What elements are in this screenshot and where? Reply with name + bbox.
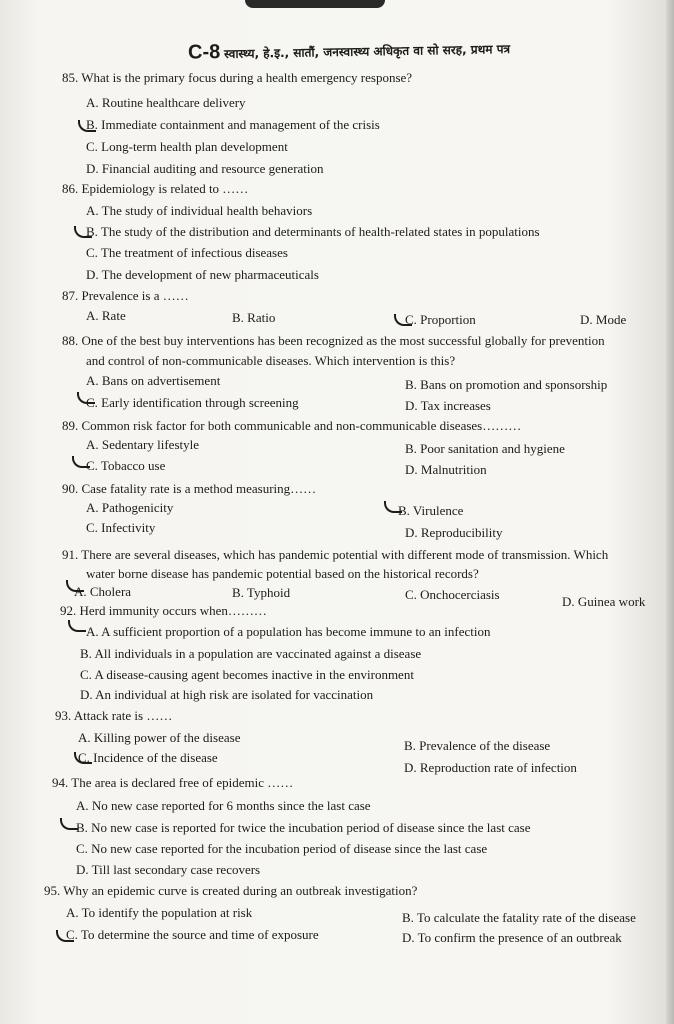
answer-tick-mark	[78, 120, 96, 132]
question-85	[62, 70, 412, 86]
option-89-b: B. Poor sanitation and hygiene	[405, 441, 565, 456]
question-stem: Epidemiology is related to ……	[81, 181, 249, 196]
question-87	[62, 288, 189, 304]
option-85-b: B. Immediate containment and management of the crisis	[86, 117, 380, 132]
page-header	[188, 34, 608, 64]
option-90-b: B. Virulence	[398, 503, 464, 518]
page-edge	[666, 0, 674, 1024]
option-94-c: C. No new case reported for the incubation period of disease since the last case	[76, 841, 488, 856]
question-stem: Prevalence is a ……	[81, 288, 189, 303]
answer-tick-mark	[77, 392, 95, 404]
question-number: 94.	[52, 775, 69, 790]
option-85-c: C. Long-term health plan development	[86, 139, 288, 154]
question-stem: What is the primary focus during a health emergency response?	[81, 70, 413, 85]
option-87-b: B. Ratio	[232, 310, 276, 325]
question-number: 92.	[60, 603, 77, 618]
question-91	[62, 547, 608, 563]
option-88-a: A. Bans on advertisement	[86, 373, 221, 388]
option-91-c: C. Onchocerciasis	[405, 587, 500, 602]
option-85-a: A. Routine healthcare delivery	[86, 95, 246, 110]
option-89-c: C. Tobacco use	[86, 458, 166, 473]
option-93-b: B. Prevalence of the disease	[404, 738, 551, 753]
answer-tick-mark	[72, 456, 90, 468]
option-86-c: C. The treatment of infectious diseases	[86, 245, 288, 260]
option-93-a: A. Killing power of the disease	[78, 730, 241, 745]
option-89-d: D. Malnutrition	[405, 462, 487, 477]
question-88-continued: and control of non-communicable diseases. Which intervention is this?	[86, 353, 456, 368]
option-88-d: D. Tax increases	[405, 398, 491, 413]
binding-shadow	[245, 0, 385, 8]
option-92-a: A. A sufficient proportion of a population has become immune to an infection	[86, 624, 491, 639]
question-number: 95.	[44, 883, 61, 898]
option-93-d: D. Reproduction rate of infection	[404, 760, 577, 775]
question-number: 90.	[62, 481, 79, 496]
question-90	[62, 481, 316, 497]
option-95-d: D. To confirm the presence of an outbreak	[402, 930, 622, 945]
option-91-b: B. Typhoid	[232, 585, 291, 600]
question-93	[55, 708, 172, 724]
option-88-b: B. Bans on promotion and sponsorship	[405, 377, 608, 392]
paper-title: स्वास्थ्य, हे.इ., सातौं, जनस्वास्थ्य अधिकृत वा सो सरह, प्रथम पत्र	[223, 42, 511, 62]
option-90-c: C. Infectivity	[86, 520, 156, 535]
option-86-a: A. The study of individual health behaviors	[86, 203, 313, 218]
question-88	[62, 333, 605, 349]
option-94-b: B. No new case is reported for twice the incubation period of disease since the last case	[76, 820, 531, 835]
question-stem: Common risk factor for both communicable and non-communicable diseases………	[81, 418, 522, 433]
answer-tick-mark	[74, 752, 92, 764]
option-92-c: C. A disease-causing agent becomes inactive in the environment	[80, 667, 414, 682]
option-95-a: A. To identify the population at risk	[66, 905, 253, 920]
question-number: 91.	[62, 547, 79, 562]
question-89	[62, 418, 521, 434]
question-number: 93.	[55, 708, 72, 723]
option-91-a: A. Cholera	[74, 584, 132, 599]
answer-tick-mark	[384, 501, 402, 513]
question-number: 87.	[62, 288, 79, 303]
option-92-b: B. All individuals in a population are vaccinated against a disease	[80, 646, 422, 661]
question-94	[52, 775, 293, 791]
option-87-c: C. Proportion	[405, 312, 476, 327]
question-stem: The area is declared free of epidemic ……	[71, 775, 294, 790]
question-91-continued: water borne disease has pandemic potential based on the historical records?	[86, 566, 479, 581]
question-stem: There are several diseases, which has pandemic potential with different mode of transmission. Which	[81, 547, 609, 562]
option-91-d: D. Guinea work	[562, 594, 646, 609]
option-90-a: A. Pathogenicity	[86, 500, 174, 515]
question-number: 89.	[62, 418, 79, 433]
answer-tick-mark	[66, 580, 84, 592]
answer-tick-mark	[68, 620, 86, 632]
option-94-a: A. No new case reported for 6 months since the last case	[76, 798, 371, 813]
paper-code: C-8	[187, 41, 221, 64]
option-95-b: B. To calculate the fatality rate of the disease	[402, 910, 636, 925]
question-92	[60, 603, 267, 619]
question-95	[44, 883, 417, 899]
question-stem: Case fatality rate is a method measuring……	[81, 481, 317, 496]
question-number: 85.	[62, 70, 79, 85]
question-stem: Attack rate is ……	[73, 708, 173, 723]
option-86-b: B. The study of the distribution and determinants of health-related states in populations	[86, 224, 540, 239]
option-88-c: C. Early identification through screening	[86, 395, 299, 410]
option-85-d: D. Financial auditing and resource generation	[86, 161, 324, 176]
option-95-c: C. To determine the source and time of exposure	[66, 927, 319, 942]
question-stem: Herd immunity occurs when………	[79, 603, 267, 618]
answer-tick-mark	[60, 818, 78, 830]
option-93-c: C. Incidence of the disease	[78, 750, 218, 765]
option-89-a: A. Sedentary lifestyle	[86, 437, 199, 452]
option-94-d: D. Till last secondary case recovers	[76, 862, 261, 877]
question-stem: Why an epidemic curve is created during an outbreak investigation?	[63, 883, 418, 898]
question-86	[62, 181, 248, 197]
question-number: 88.	[62, 333, 79, 348]
question-number: 86.	[62, 181, 79, 196]
option-86-d: D. The development of new pharmaceuticals	[86, 267, 319, 282]
answer-tick-mark	[394, 314, 412, 326]
option-87-d: D. Mode	[580, 312, 627, 327]
option-87-a: A. Rate	[86, 308, 126, 323]
answer-tick-mark	[74, 226, 92, 238]
option-92-d: D. An individual at high risk are isolated for vaccination	[80, 687, 374, 702]
answer-tick-mark	[56, 930, 74, 942]
question-stem: One of the best buy interventions has been recognized as the most successful globally for prevention	[81, 333, 605, 348]
option-90-d: D. Reproducibility	[405, 525, 503, 540]
